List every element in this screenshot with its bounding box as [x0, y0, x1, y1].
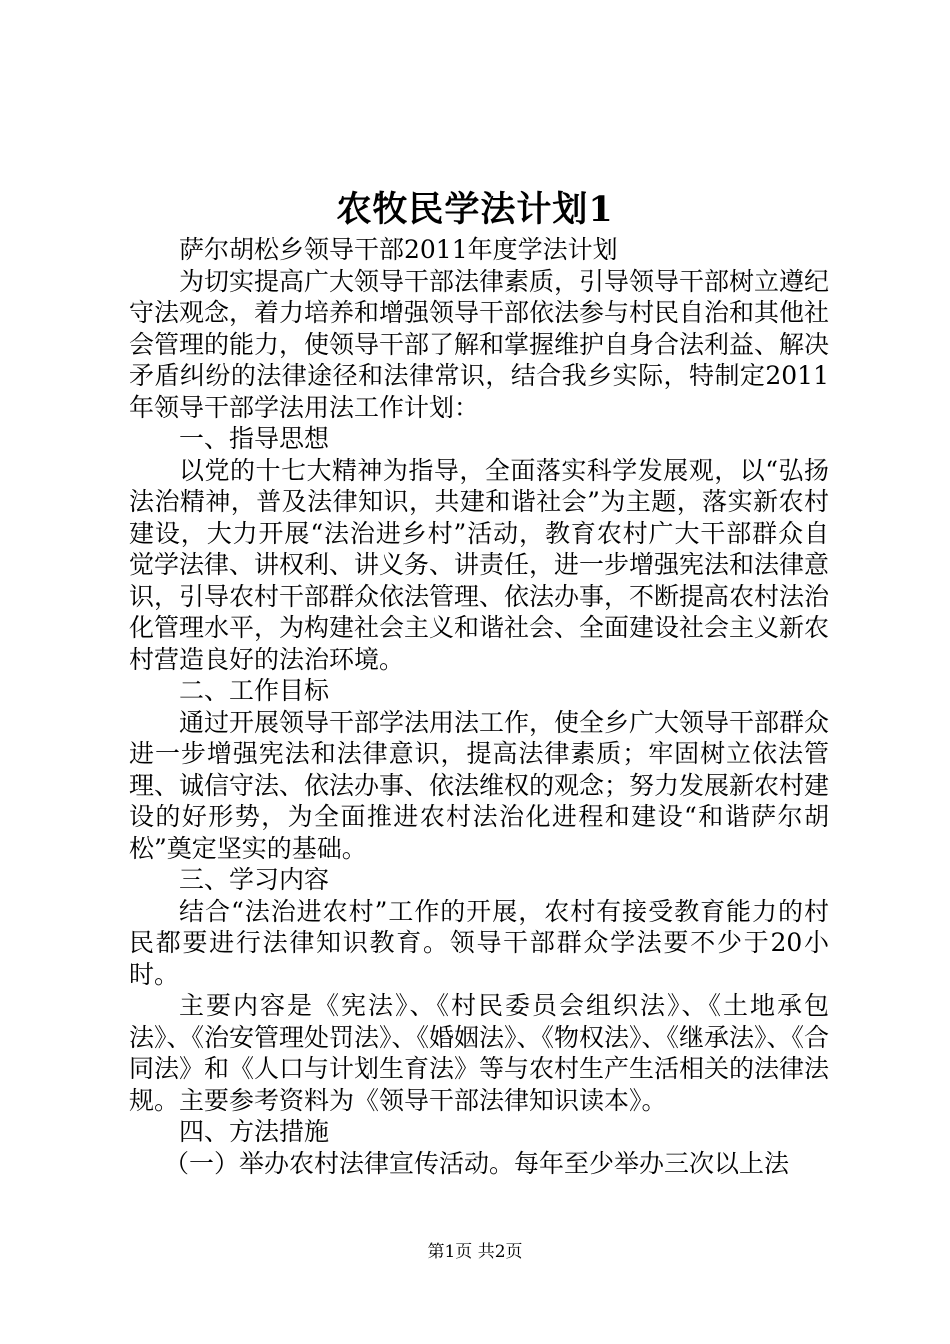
- page-number-footer: 第1页 共2页: [427, 1242, 523, 1262]
- paragraph-method-one: （一）举办农村法律宣传活动。每年至少举办三次以上法: [164, 1148, 790, 1178]
- section-heading-study-content: 三、学习内容: [179, 865, 330, 894]
- paragraph-study-content: 结合“法治进农村”工作的开展，农村有接受教育能力的村民都要进行法律知识教育。领导干部群众学法要不少于20小时。: [129, 896, 829, 989]
- paragraph-intro: 为切实提高广大领导干部法律素质，引导领导干部树立遵纪守法观念，着力培养和增强领导干部依法参与村民自治和其他社会管理的能力，使领导干部了解和掌握维护自身合法利益、解决矛盾纠纷的法律途径和法律常识，结合我乡实际，特制定2011年领导干部学法用法工作计划：: [129, 266, 830, 422]
- section-heading-guiding-thought: 一、指导思想: [179, 424, 330, 453]
- paragraph-guiding-thought: 以党的十七大精神为指导，全面落实科学发展观，以“弘扬法治精神，普及法律知识，共建和谐社会”为主题，落实新农村建设，大力开展“法治进乡村”活动，教育农村广大干部群众自觉学法律、讲权利、讲义务、讲责任，进一步增强宪法和法律意识，引导农村干部群众依法管理、依法办事，不断提高农村法治化管理水平，为构建社会主义和谐社会、全面建设社会主义新农村营造良好的法治环境。: [129, 455, 830, 674]
- paragraph-subtitle: 萨尔胡松乡领导干部2011年度学法计划: [179, 235, 618, 264]
- paragraph-work-goal: 通过开展领导干部学法用法工作，使全乡广大领导干部群众进一步增强宪法和法律意识，提高法律素质；牢固树立依法管理、诚信守法、依法办事、依法维权的观念；努力发展新农村建设的好形势，为全面推进农村法治化进程和建设“和谐萨尔胡松”奠定坚实的基础。: [129, 707, 830, 863]
- document-title: 农牧民学法计划1: [336, 189, 614, 230]
- section-heading-work-goal: 二、工作目标: [179, 676, 330, 705]
- document-body: [129, 234, 829, 1179]
- section-heading-methods: 四、方法措施: [179, 1117, 330, 1146]
- paragraph-main-content: 主要内容是《宪法》、《村民委员会组织法》、《土地承包法》、《治安管理处罚法》、《婚姻法》、《物权法》、《继承法》、《合同法》和《人口与计划生育法》等与农村生产生活相关的法律法规。主要参考资料为《领导干部法律知识读本》。: [129, 991, 830, 1115]
